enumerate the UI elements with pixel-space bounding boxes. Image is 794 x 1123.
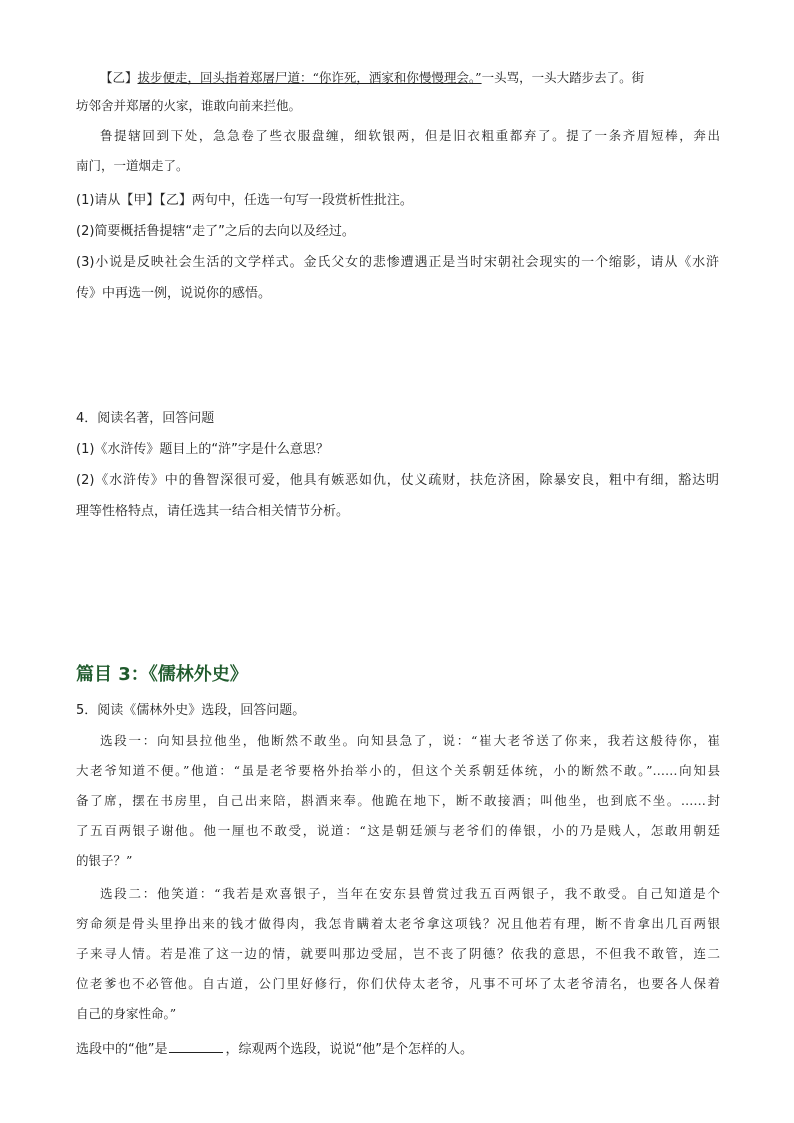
- section-5-para2-line2: 穷命须是骨头里挣出来的钱才做得肉，我怎肯瞒着太老爷拿这项钱？况且他若有理，断不肯拿出几百两银: [76, 916, 720, 931]
- section-5-para1-line2: 大老爷知道不便。”他道：“虽是老爷要格外抬举小的，但这个关系朝廷体统，小的断然不敢。”……向知县: [76, 763, 720, 778]
- section-5-title: 5．阅读《儒林外史》选段，回答问题。: [76, 703, 306, 718]
- excerpt-yi-underlined: 拔步便走，回头指着郑屠尸道：“你诈死，洒家和你慢慢理会。”: [137, 70, 482, 85]
- section-5-para1-line3: 备了席，摆在书房里，自己出来陪，斟酒来奉。他跪在地下，断不敢接酒；叫他坐，也到底不坐。……封: [76, 793, 720, 808]
- excerpt-yi-rest: 一头骂，一头大踏步去了。街: [481, 70, 645, 85]
- excerpt-para2-line2: 南门，一道烟走了。: [76, 158, 189, 173]
- answer-blank[interactable]: [169, 1040, 223, 1053]
- section-5-para2-line3: 子来寻人情。若是准了这一边的情，就要叫那边受屈，岂不丧了阴德？依我的意思，不但我不敢管，连二: [76, 946, 720, 961]
- section-5-para2-line1: 选段二：他笑道：“我若是欢喜银子，当年在安东县曾赏过我五百两银子，我不敢受。自己知道是个: [100, 886, 720, 901]
- excerpt-para2-line1: 鲁提辖回到下处，急急卷了些衣服盘缠，细软银两，但是旧衣粗重都弃了。提了一条齐眉短棒，奔出: [100, 128, 720, 143]
- excerpt-yi-line2: 坊邻舍并郑屠的火家，谁敢向前来拦他。: [76, 98, 302, 113]
- question-3-line2: 传》中再选一例，说说你的感悟。: [76, 286, 272, 301]
- section-4-title: 4．阅读名著，回答问题: [76, 411, 215, 426]
- chapter-heading: 篇目 3：《儒林外史》: [76, 664, 248, 685]
- section-5-para2-line4: 位老爹也不必管他。自古道，公门里好修行，你们伏侍太老爷，凡事不可坏了太老爷清名，也要各人保着: [76, 976, 720, 991]
- excerpt-yi-tag: 【乙】: [100, 70, 138, 85]
- section-5-question-before: 选段中的“他”是: [76, 1042, 168, 1057]
- section-4-question-2-line1: (2)《水浒传》中的鲁智深很可爱，他具有嫉恶如仇，仗义疏财，扶危济困，除暴安良，粗中有细，豁达明: [76, 473, 719, 488]
- question-3-line1: (3)小说是反映社会生活的文学样式。金氏父女的悲惨遭遇正是当时宋朝社会现实的一个缩影，请从《水浒: [76, 255, 719, 270]
- excerpt-yi-line1: [100, 70, 720, 86]
- section-5-question-after: ，综观两个选段，说说“他”是个怎样的人。: [225, 1042, 473, 1057]
- section-5-question: [76, 1040, 473, 1058]
- section-4-question-1: (1)《水浒传》题目上的“浒”字是什么意思？: [76, 442, 329, 457]
- section-5-para1-line1: 选段一：向知县拉他坐，他断然不敢坐。向知县急了，说：“崔大老爷送了你来，我若这般待你，崔: [100, 733, 720, 748]
- question-1: (1)请从【甲】【乙】两句中，任选一句写一段赏析性批注。: [76, 193, 413, 208]
- question-2: (2)简要概括鲁提辖“走了”之后的去向以及经过。: [76, 224, 355, 239]
- section-4-question-2-line2: 理等性格特点，请任选其一结合相关情节分析。: [76, 504, 350, 519]
- section-5-para2-line5: 自己的身家性命。”: [76, 1006, 177, 1021]
- section-5-para1-line4: 了五百两银子谢他。他一厘也不敢受，说道：“这是朝廷颁与老爷们的俸银，小的乃是贱人，怎敢用朝廷: [76, 823, 720, 838]
- section-5-para1-line5: 的银子？”: [76, 853, 133, 868]
